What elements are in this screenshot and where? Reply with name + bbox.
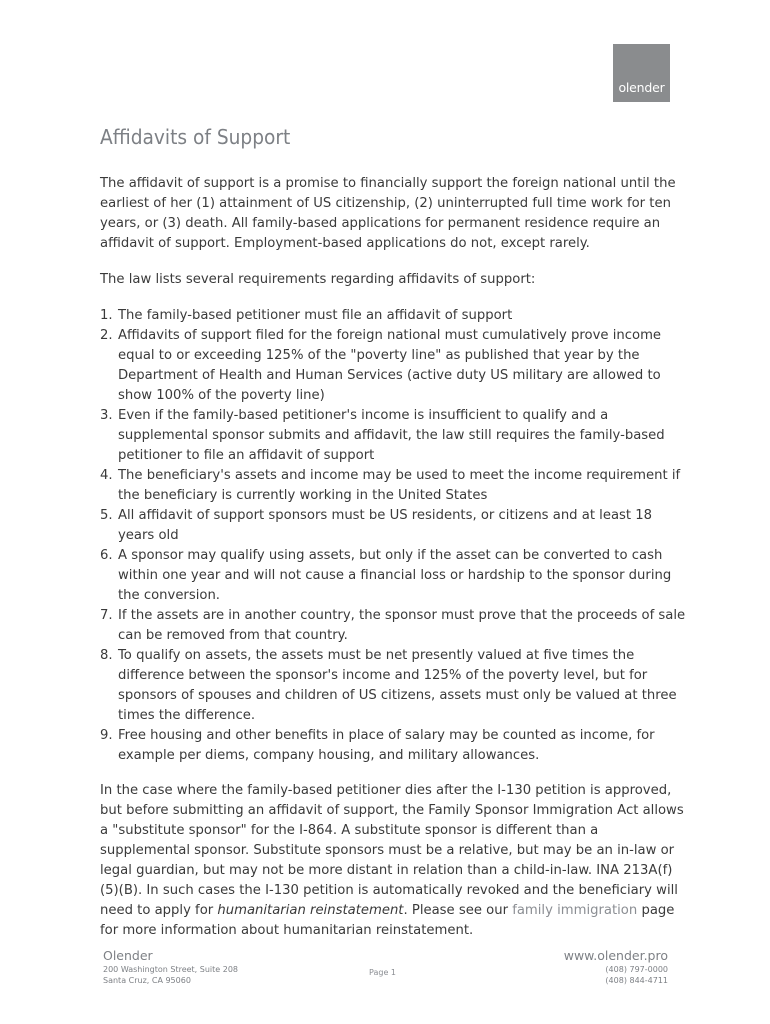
- requirement-item: [100, 646, 690, 726]
- footer-phone-1: (408) 797-0000: [605, 965, 668, 974]
- requirement-number: 3.: [100, 408, 113, 423]
- footer-address-line2: Santa Cruz, CA 95060: [103, 975, 191, 985]
- closing-text-3: page for more information about humanitarian reinstatement.: [100, 903, 675, 938]
- footer-website: www.olender.pro: [563, 948, 668, 963]
- requirements-lead: The law lists several requirements regarding affidavits of support:: [100, 272, 536, 287]
- requirement-text: If the assets are in another country, the sponsor must prove that the proceeds of sale can be removed from that country.: [118, 608, 686, 643]
- requirement-item: [100, 506, 690, 546]
- requirement-text: Affidavits of support filed for the foreign national must cumulatively prove income equal to or exceeding 125% of the "poverty line" as published that year by the Department of Health and Human Services (active duty US military are allowed to show 100% of the poverty line): [118, 328, 662, 403]
- requirement-number: 1.: [100, 308, 113, 323]
- requirement-number: 6.: [100, 548, 113, 563]
- closing-text-1: In the case where the family-based petitioner dies after the I-130 petition is approved, but before submitting an affidavit of support, the Family Sponsor Immigration Act allows a "substitute sponsor" for the I-864. A substitute sponsor is different than a supplemental sponsor. Substitute sponsors must be a relative, but may be an in-law or legal guardian, but may not be more distant in relation than a child-in-law. INA 213A(f)(5)(B). In such cases the I-130 petition is automatically revoked and the beneficiary will need to apply for: [100, 783, 684, 918]
- closing-text-2: . Please see our: [403, 903, 513, 918]
- requirement-text: The family-based petitioner must file an affidavit of support: [118, 308, 513, 323]
- requirement-text: To qualify on assets, the assets must be net presently valued at five times the difference between the sponsor's income and 125% of the poverty level, but for sponsors of spouses and children of US citizens, assets must only be valued at three times the difference.: [118, 648, 677, 723]
- page-title: Affidavits of Support: [100, 125, 291, 149]
- olender-logo: [613, 44, 670, 102]
- document-body: [100, 174, 690, 941]
- requirement-item: [100, 606, 690, 646]
- family-immigration-link[interactable]: family immigration: [512, 903, 638, 918]
- requirement-text: Even if the family-based petitioner's income is insufficient to qualify and a supplemental sponsor submits and affidavit, the law still requires the family-based petitioner to file an affidavit of support: [118, 408, 665, 463]
- footer-address: [103, 965, 238, 986]
- footer-phones: [605, 965, 668, 986]
- requirement-number: 8.: [100, 648, 113, 663]
- footer-firm-name: Olender: [103, 948, 153, 963]
- logo-text: olender: [618, 80, 665, 95]
- closing-emphasis: humanitarian reinstatement: [217, 903, 404, 918]
- intro-paragraph: The affidavit of support is a promise to financially support the foreign national until the earliest of her (1) attainment of US citizenship, (2) uninterrupted full time work for ten years, or (3) death. All family-based applications for permanent residence require an affidavit of support. Employment-based applications do not, except rarely.: [100, 176, 676, 251]
- requirement-item: [100, 546, 690, 606]
- requirements-list: [100, 306, 690, 766]
- requirement-text: All affidavit of support sponsors must be US residents, or citizens and at least 18 years old: [118, 508, 653, 543]
- requirement-number: 4.: [100, 468, 113, 483]
- requirement-number: 7.: [100, 608, 113, 623]
- requirement-item: [100, 406, 690, 466]
- requirement-item: [100, 726, 690, 766]
- footer-phone-2: (408) 844-4711: [605, 975, 668, 985]
- requirement-number: 2.: [100, 328, 113, 343]
- requirement-item: [100, 326, 690, 406]
- requirement-item: [100, 466, 690, 506]
- requirement-text: The beneficiary's assets and income may be used to meet the income requirement if the beneficiary is currently working in the United States: [118, 468, 681, 503]
- requirement-number: 5.: [100, 508, 113, 523]
- requirement-text: Free housing and other benefits in place of salary may be counted as income, for example per diems, company housing, and military allowances.: [118, 728, 655, 763]
- requirement-number: 9.: [100, 728, 113, 743]
- footer-page-number: Page 1: [369, 968, 396, 977]
- footer-address-line1: 200 Washington Street, Suite 208: [103, 965, 239, 974]
- requirement-item: [100, 306, 690, 326]
- requirement-text: A sponsor may qualify using assets, but only if the asset can be converted to cash within one year and will not cause a financial loss or hardship to the sponsor during the conversion.: [118, 548, 672, 603]
- closing-paragraph: [100, 781, 690, 941]
